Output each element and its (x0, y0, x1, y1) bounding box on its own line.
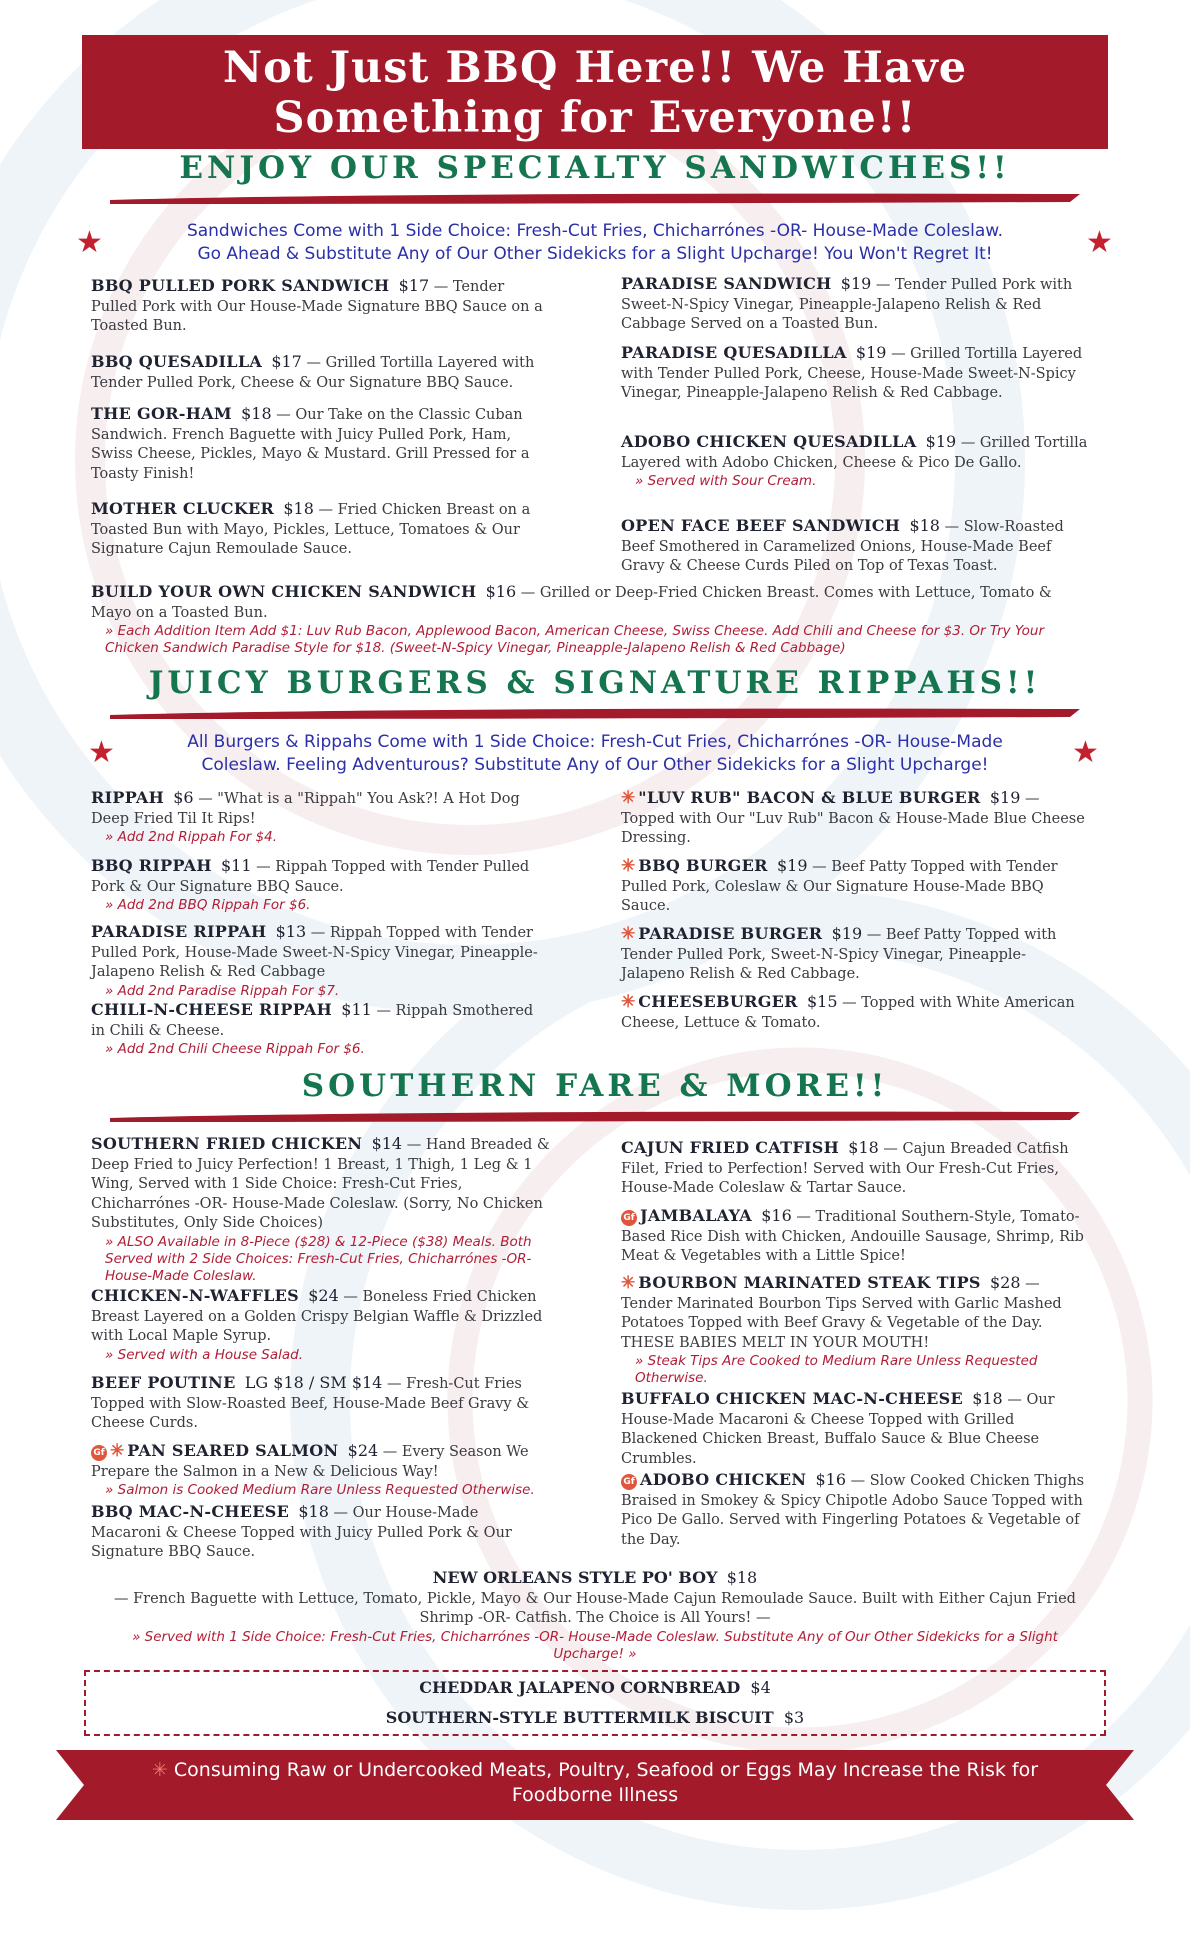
header-line-1: Not Just BBQ Here!! We Have (222, 43, 968, 93)
item-name: PARADISE QUESADILLA (621, 343, 847, 362)
item-price: $19 (989, 788, 1021, 807)
item-name: SOUTHERN FRIED CHICKEN (91, 1134, 363, 1153)
item-price: $18 (298, 1502, 329, 1521)
menu-item (621, 788, 1089, 849)
burgers-note (100, 731, 1090, 777)
header-banner (82, 35, 1108, 149)
chef-special-icon: ✳ (621, 856, 636, 876)
item-name: PARADISE SANDWICH (621, 274, 832, 293)
item-price: $19 (831, 924, 863, 943)
menu-item (621, 432, 1089, 490)
item-desc: — Fried Chicken Breast on a Toasted Bun with Mayo, Pickles, Lettuce, Tomatoes & Our Signature Cajun Remoulade Sauce. (91, 502, 531, 557)
poboy-item (100, 1568, 1090, 1663)
item-note: » Served with a House Salad. (105, 1346, 304, 1363)
item-note: » Each Addition Item Add $1: Luv Rub Bacon, Applewood Bacon, American Cheese, Swiss Cheese. Add Chili and Cheese for $3. Or Try Your Chicken Sandwich Paradise Style for $18. (Sweet-N-Spicy Vinegar, Pineapple-Jalapeno Relish & Red Cabbage) (105, 623, 1045, 656)
item-desc: — Beef Patty Topped with Tender Pulled Pork, Sweet-N-Spicy Vinegar, Pineapple-Jalapeno Relish & Red Cabbage. (621, 927, 1057, 982)
menu-item (621, 1138, 1089, 1199)
item-name: THE GOR-HAM (91, 404, 232, 423)
item-name: JAMBALAYA (640, 1206, 753, 1225)
item-name: OPEN FACE BEEF SANDWICH (621, 516, 901, 535)
menu-item (91, 1134, 551, 1285)
item-desc: — Grilled or Deep-Fried Chicken Breast. Comes with Lettuce, Tomato & Mayo on a Toasted Bun. (91, 585, 1052, 621)
item-desc: — Tender Pulled Pork with Our House-Made Signature BBQ Sauce on a Toasted Bun. (91, 279, 543, 334)
warning-text (100, 1758, 1090, 1808)
menu-item (91, 1000, 551, 1058)
menu-item (91, 582, 1081, 657)
menu-item (91, 856, 551, 914)
item-name: BEEF POUTINE (91, 1373, 236, 1392)
burgers-title: JUICY BURGERS & SIGNATURE RIPPAHS!! (148, 665, 1042, 701)
chef-special-icon: ✳ (621, 924, 636, 944)
item-desc: — Boneless Fried Chicken Breast Layered on a Golden Crispy Belgian Waffle & Drizzled with Local Maple Syrup. (91, 1289, 543, 1344)
menu-item (621, 1206, 1089, 1267)
menu-item (91, 788, 551, 846)
star-icon: ★ (76, 225, 103, 260)
menu-item (91, 1286, 551, 1364)
item-desc: — Our Take on the Classic Cuban Sandwich. French Baguette with Juicy Pulled Pork, Ham, Swiss Cheese, Pickles, Mayo & Mustard. Grill Pressed for a Toasty Finish! (91, 407, 530, 482)
item-name: PAN SEARED SALMON (127, 1441, 339, 1460)
item-desc: — Rippah Smothered in Chili & Cheese. (91, 1003, 534, 1039)
item-name: CHICKEN-N-WAFFLES (91, 1286, 300, 1305)
chef-special-icon: ✳ (621, 992, 636, 1012)
gluten-free-icon: Gf (621, 1474, 637, 1490)
item-note: » Add 2nd Chili Cheese Rippah For $6. (105, 1041, 365, 1057)
item-name: BUILD YOUR OWN CHICKEN SANDWICH (91, 582, 477, 601)
item-note: » Served with Sour Cream. (635, 473, 817, 489)
item-desc: — French Baguette with Lettuce, Tomato, Pickle, Mayo & Our House-Made Cajun Remoulade Sauce. Built with Either Cajun Fried Shrimp -OR- Catfish. The Choice is All Yours! — (114, 1590, 1076, 1626)
menu-item (621, 1273, 1089, 1387)
item-desc: — Tender Pulled Pork with Sweet-N-Spicy Vinegar, Pineapple-Jalapeno Relish & Red Cabbage Served on a Toasted Bun. (621, 277, 1073, 332)
menu-item (621, 343, 1089, 404)
brush-divider (110, 1108, 1080, 1124)
chef-special-icon: ✳ (621, 1273, 636, 1293)
item-note: » Steak Tips Are Cooked to Medium Rare Unless Requested Otherwise. (635, 1353, 1038, 1386)
item-desc: — Grilled Tortilla Layered with Adobo Chicken, Cheese & Pico De Gallo. (621, 435, 1088, 471)
item-name: BBQ QUESADILLA (91, 352, 263, 371)
extra-item (84, 1678, 1106, 1697)
item-desc: — "What is a "Rippah" You Ask?! A Hot Dog Deep Fried Til It Rips! (91, 791, 520, 827)
item-name: PARADISE RIPPAH (91, 922, 267, 941)
star-icon: ★ (1072, 735, 1099, 770)
item-desc: — Rippah Topped with Tender Pulled Pork, House-Made Sweet-N-Spicy Vinegar, Pineapple-Jalapeno Relish & Red Cabbage (91, 925, 538, 980)
item-desc: — Tender Marinated Bourbon Tips Served with Garlic Mashed Potatoes Topped with Beef Gravy & Vegetable of the Day. THESE BABIES MELT IN YOUR MOUTH! (621, 1276, 1062, 1351)
gluten-free-icon: Gf (621, 1210, 637, 1226)
item-name: "LUV RUB" BACON & BLUE BURGER (638, 788, 981, 807)
sandwiches-title: ENJOY OUR SPECIALTY SANDWICHES!! (179, 150, 1011, 186)
item-name: RIPPAH (91, 788, 165, 807)
note-line: Sandwiches Come with 1 Side Choice: Fresh-Cut Fries, Chicharrónes -OR- House-Made Coleslaw. (186, 221, 1004, 241)
item-price: $17 (271, 352, 302, 371)
menu-item (91, 922, 551, 1000)
item-price: $19 (776, 856, 808, 875)
item-desc: — Hand Breaded & Deep Fried to Juicy Perfection! 1 Breast, 1 Thigh, 1 Leg & 1 Wing, Served with 1 Side Choice: Fresh-Cut Fries, Chicharrónes -OR- House-Made Coleslaw. (Sorry, No Chicken Substitutes, Only Side Choices) (91, 1137, 550, 1231)
item-name: SOUTHERN-STYLE BUTTERMILK BISCUIT (385, 1708, 774, 1727)
item-price: $13 (275, 922, 307, 941)
menu-item (91, 499, 551, 560)
item-price: $18 (726, 1568, 758, 1587)
item-price: $11 (220, 856, 252, 875)
item-desc: — Every Season We Prepare the Salmon in a New & Delicious Way! (91, 1444, 529, 1480)
menu-item (91, 1373, 551, 1434)
item-note: » Add 2nd BBQ Rippah For $6. (105, 897, 311, 913)
item-desc: — Rippah Topped with Tender Pulled Pork & Our Signature BBQ Sauce. (91, 859, 530, 895)
item-price: $11 (341, 1000, 372, 1019)
gluten-free-icon: Gf (91, 1445, 107, 1461)
item-desc: — Grilled Tortilla Layered with Tender Pulled Pork, Cheese & Our Signature BBQ Sauce. (91, 355, 535, 391)
item-name: BBQ RIPPAH (91, 856, 212, 875)
asterisk-icon: ✳ (151, 1759, 174, 1781)
item-note: » Salmon is Cooked Medium Rare Unless Requested Otherwise. (105, 1482, 535, 1498)
item-price: $18 (972, 1389, 1003, 1408)
item-desc: — Traditional Southern-Style, Tomato-Based Rice Dish with Chicken, Andouille Sausage, Shrimp, Rib Meat & Vegetables with a Little Spice! (621, 1209, 1084, 1264)
item-desc: — Our House-Made Macaroni & Cheese Topped with Grilled Blackened Chicken Breast, Buffalo Sauce & Blue Cheese Crumbles. (621, 1392, 1055, 1467)
item-price: $28 (989, 1273, 1021, 1292)
item-price: LG $18 / SM $14 (244, 1373, 383, 1392)
item-price: $16 (485, 582, 517, 601)
item-name: ADOBO CHICKEN (640, 1470, 807, 1489)
item-price: $24 (308, 1286, 339, 1305)
item-price: $14 (371, 1134, 403, 1153)
item-price: $18 (848, 1138, 879, 1157)
item-desc: — Slow Cooked Chicken Thighs Braised in Smokey & Spicy Chipotle Adobo Sauce Topped with Pico De Gallo. Served with Fingerling Potatoes & Vegetable of the Day. (621, 1473, 1085, 1548)
menu-item (621, 992, 1089, 1033)
item-name: CHEESEBURGER (638, 992, 798, 1011)
item-price: $15 (807, 992, 838, 1011)
item-price: $24 (347, 1441, 379, 1460)
item-name: CHEDDAR JALAPENO CORNBREAD (419, 1678, 741, 1697)
menu-item (621, 516, 1089, 577)
item-note: » Add 2nd Paradise Rippah For $7. (105, 982, 340, 999)
item-price: $16 (815, 1470, 847, 1489)
item-price: $3 (783, 1708, 805, 1727)
item-desc: — Our House-Made Macaroni & Cheese Topped with Juicy Pulled Pork & Our Signature BBQ Sauce. (91, 1505, 512, 1560)
star-icon: ★ (1086, 225, 1113, 260)
menu-item (621, 856, 1089, 917)
southern-title: SOUTHERN FARE & MORE!! (301, 1068, 889, 1104)
chef-special-icon: ✳ (110, 1441, 125, 1461)
item-desc: — Topped with White American Cheese, Lettuce & Tomato. (621, 995, 1075, 1031)
item-price: $18 (241, 404, 272, 423)
brush-divider (110, 705, 1080, 721)
note-line: All Burgers & Rippahs Come with 1 Side Choice: Fresh-Cut Fries, Chicharrónes -OR- House-Made (187, 732, 1003, 752)
item-price: $18 (909, 516, 940, 535)
item-price: $16 (761, 1206, 792, 1225)
item-name: BUFFALO CHICKEN MAC-N-CHEESE (621, 1389, 963, 1408)
item-price: $19 (855, 343, 887, 362)
item-price: $17 (398, 276, 430, 295)
item-price: $4 (750, 1678, 771, 1697)
item-name: CHILI-N-CHEESE RIPPAH (91, 1000, 333, 1019)
menu-item (91, 1441, 551, 1499)
item-price: $19 (840, 274, 872, 293)
item-price: $18 (283, 499, 314, 518)
brush-divider (110, 190, 1080, 206)
sandwiches-note (100, 220, 1090, 266)
menu-item (91, 1502, 551, 1563)
item-name: BBQ BURGER (638, 856, 768, 875)
item-name: PARADISE BURGER (638, 924, 823, 943)
item-price: $6 (173, 788, 194, 807)
item-price: $19 (925, 432, 957, 451)
item-desc: — Fresh-Cut Fries Topped with Slow-Roasted Beef, House-Made Beef Gravy & Cheese Curds. (91, 1376, 530, 1431)
item-name: ADOBO CHICKEN QUESADILLA (621, 432, 917, 451)
star-icon: ★ (88, 735, 115, 770)
menu-item (91, 276, 551, 337)
item-name: MOTHER CLUCKER (91, 499, 275, 518)
item-desc: — Beef Patty Topped with Tender Pulled Pork, Coleslaw & Our Signature House-Made BBQ Sauce. (621, 859, 1058, 914)
item-name: BBQ MAC-N-CHEESE (91, 1502, 290, 1521)
menu-item (621, 1389, 1089, 1469)
note-line: Go Ahead & Substitute Any of Our Other Sidekicks for a Slight Upcharge! You Won't Regret It! (197, 244, 993, 264)
header-line-2: Something for Everyone!! (273, 93, 917, 143)
menu-item (91, 352, 551, 393)
item-note: » Served with 1 Side Choice: Fresh-Cut Fries, Chicharrónes -OR- House-Made Coleslaw. Substitute Any of Our Other Sidekicks for a Slight Upcharge! » (132, 1628, 1058, 1662)
note-line: Coleslaw. Feeling Adventurous? Substitute Any of Our Other Sidekicks for a Slight Upcharge! (201, 755, 989, 775)
item-desc: — Topped with Our "Luv Rub" Bacon & House-Made Blue Cheese Dressing. (621, 791, 1085, 846)
item-note: » ALSO Available in 8-Piece ($28) & 12-Piece ($38) Meals. Both Served with 2 Side Choices: Fresh-Cut Fries, Chicharrónes -OR- House-Made Coleslaw. (105, 1233, 532, 1284)
menu-item (621, 924, 1089, 985)
chef-special-icon: ✳ (621, 788, 636, 808)
item-name: CAJUN FRIED CATFISH (621, 1138, 840, 1157)
item-note: » Add 2nd Rippah For $4. (105, 829, 278, 845)
item-name: BOURBON MARINATED STEAK TIPS (638, 1273, 981, 1292)
menu-item (621, 1470, 1089, 1550)
item-desc: — Cajun Breaded Catfish Filet, Fried to Perfection! Served with Our Fresh-Cut Fries, House-Made Coleslaw & Tartar Sauce. (621, 1141, 1069, 1196)
item-desc: — Grilled Tortilla Layered with Tender Pulled Pork, Cheese, House-Made Sweet-N-Spicy Vinegar, Pineapple-Jalapeno Relish & Red Cabbage. (621, 346, 1083, 401)
menu-item (621, 274, 1089, 335)
menu-item (91, 404, 551, 484)
extra-item (84, 1708, 1106, 1727)
item-name: BBQ PULLED PORK SANDWICH (91, 276, 390, 295)
item-desc: — Slow-Roasted Beef Smothered in Caramelized Onions, House-Made Beef Gravy & Cheese Curds Piled on Top of Texas Toast. (621, 519, 1064, 574)
warning-line: Foodborne Illness (511, 1784, 679, 1806)
warning-line: Consuming Raw or Undercooked Meats, Poultry, Seafood or Eggs May Increase the Risk for (173, 1759, 1039, 1781)
item-name: NEW ORLEANS STYLE PO' BOY (432, 1568, 718, 1587)
